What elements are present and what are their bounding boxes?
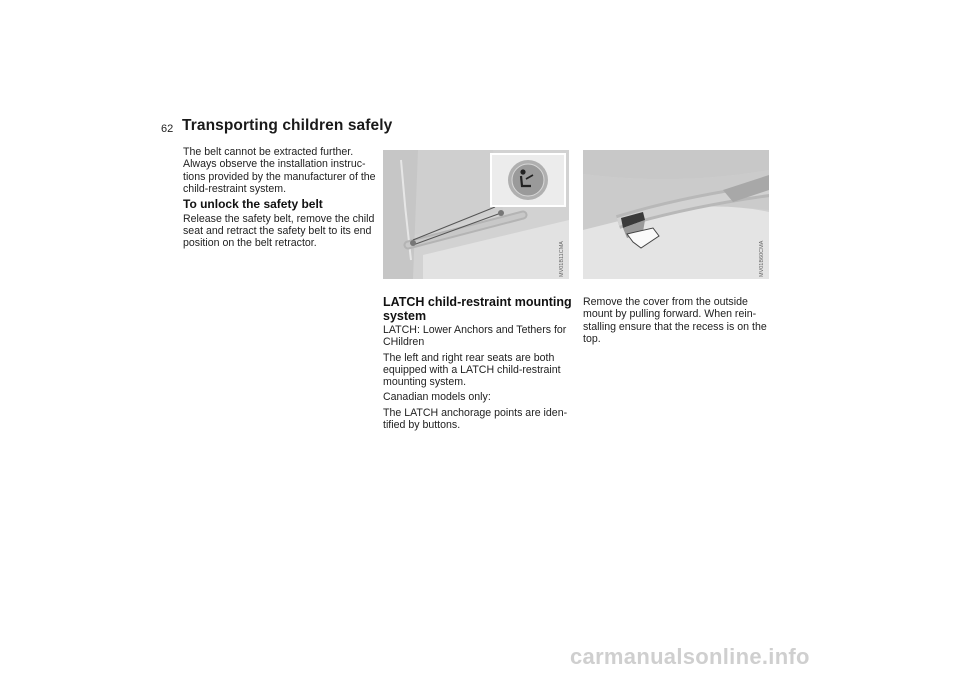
latch-paragraph-2: The left and right rear seats are both equipped with a LATCH child-restraint mounting system. bbox=[383, 351, 561, 389]
column-2 bbox=[383, 296, 578, 434]
cover-paragraph: Remove the cover from the outside mount by pulling forward. When rein-stalling ensure that the recess is on the top. bbox=[583, 296, 767, 345]
latch-paragraph-4: The LATCH anchorage points are iden-tified by buttons. bbox=[383, 406, 568, 432]
figure-latch-button bbox=[383, 150, 569, 279]
section-heading-unlock: To unlock the safety belt bbox=[183, 197, 323, 212]
figure-code-1: MV01B11CMA bbox=[559, 241, 565, 277]
column-1 bbox=[183, 146, 378, 253]
latch-paragraph-1: LATCH: Lower Anchors and Tethers for CHildren bbox=[383, 324, 567, 349]
figure-code-2: MV01B60CMA bbox=[759, 240, 765, 277]
seat-illustration-2 bbox=[583, 150, 769, 279]
seat-illustration-1 bbox=[383, 150, 569, 279]
figure-latch-cover bbox=[583, 150, 769, 279]
page-title: Transporting children safely bbox=[182, 117, 393, 134]
unlock-paragraph: Release the safety belt, remove the child seat and retract the safety belt to its end position on the belt retractor. bbox=[183, 212, 375, 250]
page-number: 62 bbox=[161, 123, 174, 135]
column-3 bbox=[583, 296, 778, 348]
intro-paragraph: The belt cannot be extracted further. Always observe the installation instruc-tions provided by the manufacturer of the child-restraint system. bbox=[183, 146, 376, 195]
latch-paragraph-3: Canadian models only: bbox=[383, 391, 491, 404]
watermark: carmanualsonline.info bbox=[570, 644, 810, 669]
section-heading-latch: LATCH child-restraint mounting system bbox=[383, 295, 572, 323]
